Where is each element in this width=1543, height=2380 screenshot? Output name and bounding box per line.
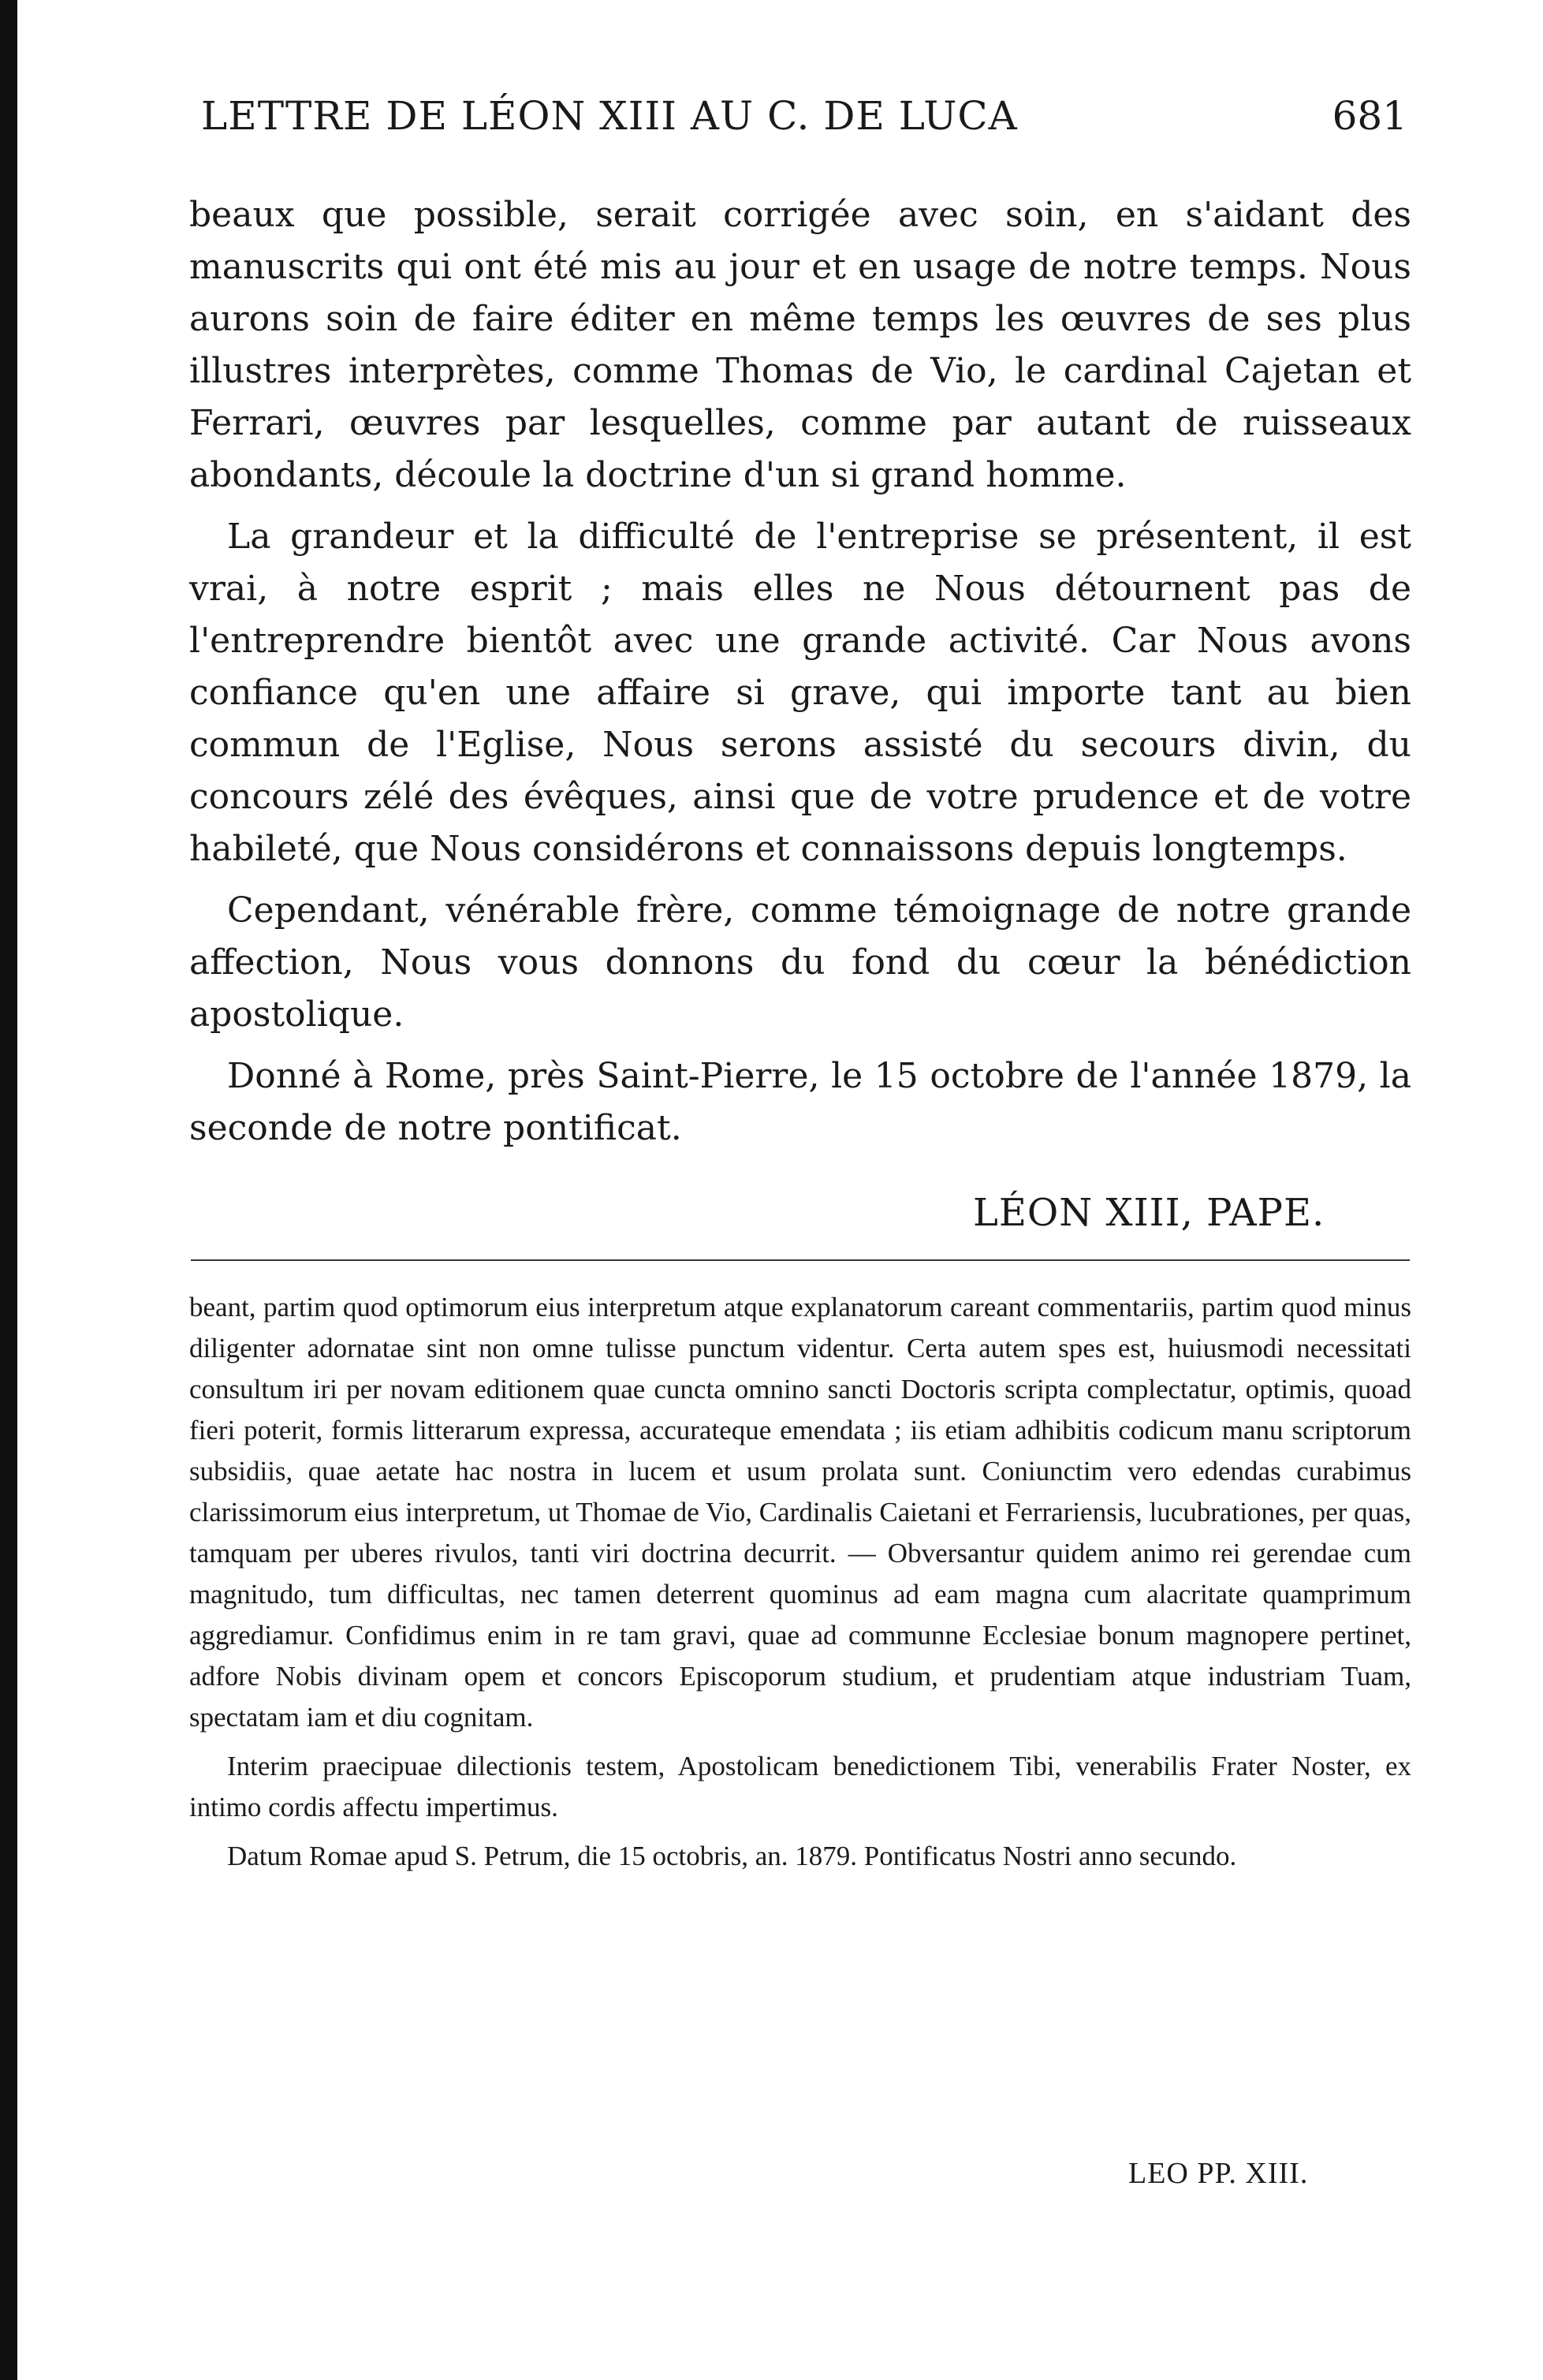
letter-body <box>189 189 1411 1164</box>
footnote-paragraph-1: beant, partim quod optimorum eius interpretum atque explanatorum careant commentariis, partim quod minus diligenter adornatae sint non omne tulisse punctum videntur. Certa autem spes est, huiusmodi necessitati consultum iri per novam editionem quae cuncta omnino sancti Doctoris scripta complectatur, optimis, quoad fieri poterit, formis litterarum expressa, accurateque emendata ; iis etiam adhibitis codicum manu scriptorum subsidiis, quae aetate hac nostra in lucem et usum prolata sunt. Coniunctim vero edendas curabimus clarissimorum eius interpretum, ut Thomae de Vio, Cardinalis Caietani et Ferrariensis, lucubrationes, per quas, tamquam per uberes rivulos, tanti viri doctrina decurrit. — Obversantur quidem animo rei gerendae cum magnitudo, tum difficultas, nec tamen deterrent quominus ad eam magna cum alacritate quamprimum aggrediamur. Confidimus enim in re tam gravi, quae ad communne Ecclesiae bonum magnopere pertinet, adfore Nobis divinam opem et concors Episcoporum studium, et prudentiam atque industriam Tuam, spectatam iam et diu cognitam. <box>189 1292 1411 1733</box>
paragraph-1: beaux que possible, serait corrigée avec soin, en s'aidant des manuscrits qui ont été mis au jour et en usage de notre temps. Nous aurons soin de faire éditer en même temps les œuvres de ses plus illustres interprètes, comme Thomas de Vio, le cardinal Cajetan et Ferrari, œuvres par lesquelles, comme par autant de ruisseaux abondants, découle la doctrine d'un si grand homme. <box>189 195 1411 495</box>
page-header <box>201 93 1407 148</box>
latin-footnote <box>189 1287 1411 1885</box>
footnote-paragraph-3: Datum Romae apud S. Petrum, die 15 octobris, an. 1879. Pontificatus Nostri anno secundo. <box>227 1841 1237 1871</box>
latin-signature: LEO PP. XIII. <box>1128 2157 1309 2190</box>
paragraph-3: Cependant, vénérable frère, comme témoignage de notre grande affection, Nous vous donnons du fond du cœur la bénédiction apostolique. <box>189 890 1411 1035</box>
french-signature: LÉON XIII, PAPE. <box>973 1191 1325 1235</box>
footnote-divider <box>191 1259 1410 1261</box>
running-title: LETTRE DE LÉON XIII AU C. DE LUCA <box>201 93 1018 139</box>
footnote-paragraph-2: Interim praecipuae dilectionis testem, Apostolicam benedictionem Tibi, venerabilis Frater Noster, ex intimo cordis affectu impertimus. <box>189 1751 1411 1822</box>
paragraph-4: Donné à Rome, près Saint-Pierre, le 15 octobre de l'année 1879, la seconde de notre pontificat. <box>189 1056 1411 1148</box>
page-number: 681 <box>1332 93 1407 139</box>
paragraph-2: La grandeur et la difficulté de l'entreprise se présentent, il est vrai, à notre esprit ; mais elles ne Nous détournent pas de l'entreprendre bientôt avec une grande activité. Car Nous avons confiance qu'en une affaire si grave, qui importe tant au bien commun de l'Eglise, Nous serons assisté du secours divin, du concours zélé des évêques, ainsi que de votre prudence et de votre habileté, que Nous considérons et connaissons depuis longtemps. <box>189 517 1411 869</box>
scan-border <box>0 0 17 2380</box>
